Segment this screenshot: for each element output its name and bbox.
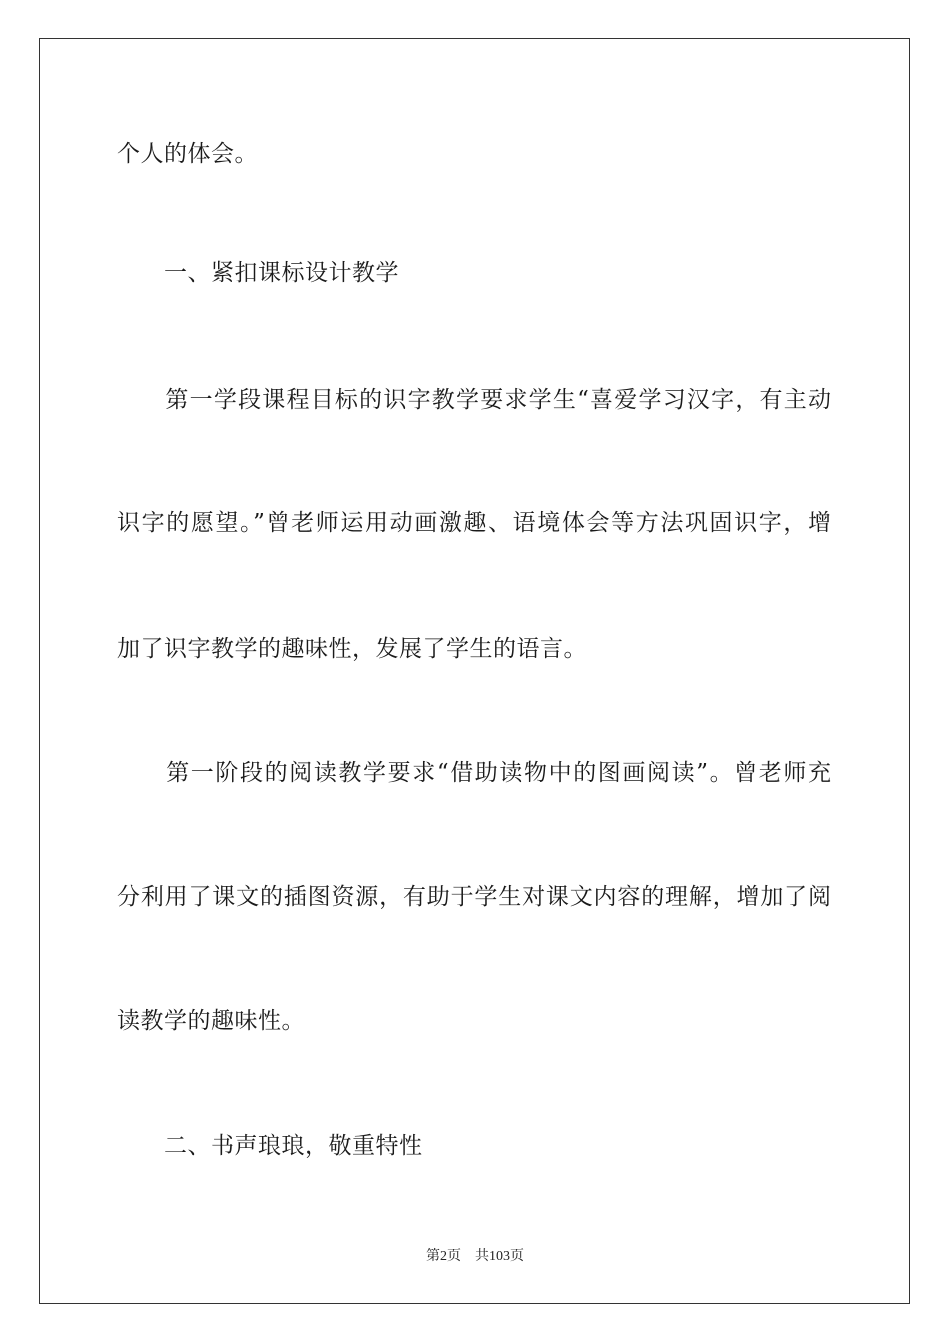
page-footer	[0, 1248, 950, 1266]
section-heading-2: 二、书声琅琅，敬重特性	[117, 1133, 423, 1159]
page-total: 共103页	[475, 1249, 524, 1264]
text-line-5: 加了识字教学的趣味性，发展了学生的语言。	[117, 636, 587, 662]
text-line-3: 第一学段课程目标的识字教学要求学生“喜爱学习汉字，有主动	[117, 387, 831, 413]
page-border	[39, 38, 910, 1304]
text-line-4: 识字的愿望。”曾老师运用动画激趣、语境体会等方法巩固识字，增	[117, 510, 831, 536]
text-line-8: 读教学的趣味性。	[117, 1008, 305, 1034]
section-heading-1: 一、紧扣课标设计教学	[117, 260, 399, 286]
text-line-1: 个人的体会。	[117, 141, 258, 167]
text-line-7: 分利用了课文的插图资源，有助于学生对课文内容的理解，增加了阅	[117, 884, 831, 910]
page-number: 第2页	[426, 1249, 461, 1264]
text-line-6: 第一阶段的阅读教学要求“借助读物中的图画阅读”。曾老师充	[117, 760, 831, 786]
